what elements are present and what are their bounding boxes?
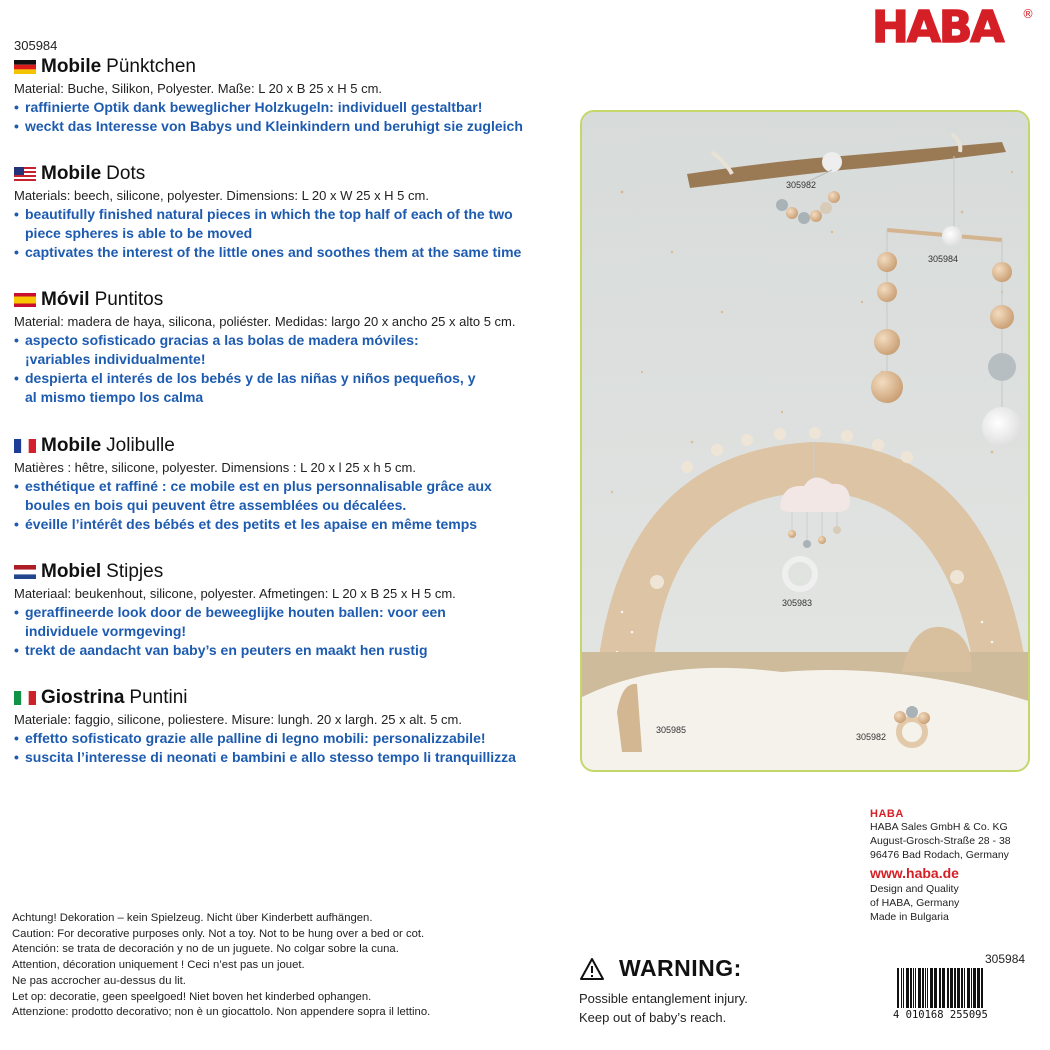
us-flag-icon [14, 167, 36, 181]
address-line: HABA Sales GmbH & Co. KG [870, 821, 1008, 833]
warning-line: Ne pas accrocher au-dessus du lit. [12, 974, 186, 987]
product-title-name: Puntini [129, 687, 188, 708]
feature-bullet: • beautifully finished natural pieces in which the top half of each of the two piece spheres is able to be moved [14, 205, 534, 243]
feature-bullet: • effetto sofisticato grazie alle palline di legno mobili: personalizzabile! [14, 729, 574, 748]
warning-line: Let op: decoratie, geen speelgoed! Niet boven het kinderbed ophangen. [12, 990, 372, 1003]
barcode-digits: 4 010168 255095 [893, 1009, 988, 1020]
multilang-warnings [12, 911, 552, 1021]
barcode-bar [957, 968, 960, 1008]
warning-box [579, 955, 859, 1026]
product-title-name: Dots [106, 163, 146, 184]
warning-text: Possible entanglement injury. [579, 991, 748, 1006]
barcode-article-number: 305984 [985, 952, 1026, 966]
barcode-bar [906, 968, 909, 1008]
barcode-bar [939, 968, 941, 1008]
photo-label-teether-floor: 305982 [856, 732, 887, 742]
feature-bullet: • trekt de aandacht van baby’s en peuters en maakt hen rustig [14, 641, 484, 660]
barcode-bar [910, 968, 912, 1008]
barcode-bar [897, 968, 899, 1008]
warning-text: Keep out of baby’s reach. [579, 1010, 727, 1025]
svg-text:®: ® [1022, 7, 1034, 21]
barcode-bar [922, 968, 924, 1008]
barcode-bars [897, 968, 983, 1008]
product-photo [580, 110, 1030, 772]
lang-block-es [14, 289, 574, 407]
feature-bullet: • suscita l’interesse di neonati e bambini e allo stesso tempo li tranquillizza [14, 748, 574, 767]
barcode-bar [950, 968, 953, 1008]
feature-bullet: • captivates the interest of the little ones and soothes them at the same time [14, 243, 534, 262]
product-title-name: Stipjes [106, 561, 164, 582]
barcode-bar [930, 968, 933, 1008]
photo-label-arch: 305985 [656, 725, 687, 735]
design-line: Design and Quality [870, 883, 959, 895]
barcode-bar [913, 968, 914, 1008]
barcode-bar [915, 968, 916, 1008]
warning-line: Attenzione: prodotto decorativo; non è un giocattolo. Non appendere sopra il lettino. [12, 1006, 431, 1019]
article-number: 305984 [14, 38, 58, 53]
feature-bullet: • éveille l’intérêt des bébés et des petits et les apaise en même temps [14, 515, 494, 534]
it-flag-icon [14, 691, 36, 705]
product-title-name: Pünktchen [106, 56, 196, 77]
de-flag-icon [14, 60, 36, 74]
product-title-bold: Giostrina [41, 687, 125, 708]
barcode-bar [977, 968, 980, 1008]
feature-bullet: • despierta el interés de los bebés y de las niñas y niños pequeños, y al mismo tiempo los calma [14, 369, 484, 407]
feature-bullet: • esthétique et raffiné : ce mobile est en plus personnalisable grâce aux boules en bois qui peuvent être assemblées ou décalées. [14, 477, 494, 515]
product-title-name: Jolibulle [106, 435, 175, 456]
barcode [893, 968, 1033, 1020]
lang-block-en [14, 163, 574, 262]
material-line: Material: madera de haya, silicona, poliéster. Medidas: largo 20 x ancho 25 x alto 5 cm. [14, 314, 516, 329]
photo-label-mobile: 305984 [928, 254, 959, 264]
barcode-bar [918, 968, 921, 1008]
barcode-bar [981, 968, 983, 1008]
feature-bullet: • aspecto sofisticado gracias a las bolas de madera móviles: ¡variables individualmente! [14, 331, 484, 369]
lang-block-de [14, 56, 574, 136]
warning-line: Atención: se trata de decoración y no de un juguete. No colgar sobre la cuna. [12, 943, 399, 956]
barcode-bar [967, 968, 970, 1008]
barcode-bar [947, 968, 949, 1008]
feature-bullet: • geraffineerde look door de beweeglijke houten ballen: voor een individuele vormgeving! [14, 603, 484, 641]
lang-block-it [14, 687, 574, 767]
product-photo-illustration [582, 112, 1030, 772]
warning-line: Attention, décoration uniquement ! Ceci n’est pas un jouet. [12, 959, 305, 972]
barcode-bar [964, 968, 965, 1008]
barcode-bar [901, 968, 902, 1008]
barcode-bar [925, 968, 926, 1008]
barcode-bar [971, 968, 972, 1008]
photo-label-cloud: 305983 [782, 598, 813, 608]
design-line: of HABA, Germany [870, 897, 960, 909]
warning-triangle-icon [579, 957, 605, 981]
material-line: Materiale: faggio, silicone, poliestere. Misure: lungh. 20 x largh. 25 x alt. 5 cm. [14, 712, 462, 727]
feature-bullet: • raffinierte Optik dank beweglicher Holzkugeln: individuell gestaltbar! [14, 98, 574, 117]
barcode-bar [927, 968, 928, 1008]
photo-label-teether: 305982 [786, 180, 817, 190]
product-title-bold: Mobile [41, 435, 102, 456]
product-title-bold: Móvil [41, 289, 90, 310]
barcode-bar [903, 968, 904, 1008]
address-line: August-Grosch-Straße 28 - 38 [870, 835, 1011, 847]
nl-flag-icon [14, 565, 36, 579]
product-title-bold: Mobile [41, 163, 102, 184]
warning-title: WARNING: [619, 955, 742, 981]
barcode-bar [934, 968, 937, 1008]
product-title-bold: Mobiel [41, 561, 102, 582]
material-line: Materials: beech, silicone, polyester. Dimensions: L 20 x W 25 x H 5 cm. [14, 188, 429, 203]
barcode-bar [961, 968, 963, 1008]
material-line: Material: Buche, Silikon, Polyester. Maße: L 20 x B 25 x H 5 cm. [14, 81, 383, 96]
lang-block-nl [14, 561, 574, 660]
address-line: 96476 Bad Rodach, Germany [870, 849, 1009, 861]
haba-logo [872, 2, 1042, 50]
feature-bullet: • weckt das Interesse von Babys und Kleinkindern und beruhigt sie zugleich [14, 117, 574, 136]
lang-block-fr [14, 435, 574, 534]
origin-line: Made in Bulgaria [870, 911, 949, 923]
website-link[interactable]: www.haba.de [870, 865, 959, 881]
material-line: Materiaal: beukenhout, silicone, polyester. Afmetingen: L 20 x B 25 x H 5 cm. [14, 586, 456, 601]
barcode-bar [973, 968, 976, 1008]
fr-flag-icon [14, 439, 36, 453]
product-title-name: Puntitos [94, 289, 164, 310]
warning-line: Achtung! Dekoration – kein Spielzeug. Nicht über Kinderbett aufhängen. [12, 912, 373, 924]
barcode-bar [954, 968, 956, 1008]
product-title-bold: Mobile [41, 56, 102, 77]
manufacturer-address [870, 808, 1045, 924]
es-flag-icon [14, 293, 36, 307]
svg-text:HABA: HABA [872, 2, 1003, 50]
barcode-bar [942, 968, 945, 1008]
warning-line: Caution: For decorative purposes only. Not a toy. Not to be hung over a bed or cot. [12, 927, 425, 940]
haba-mini-logo: HABA [870, 808, 904, 820]
material-line: Matières : hêtre, silicone, polyester. Dimensions : L 20 x l 25 x h 5 cm. [14, 460, 416, 475]
